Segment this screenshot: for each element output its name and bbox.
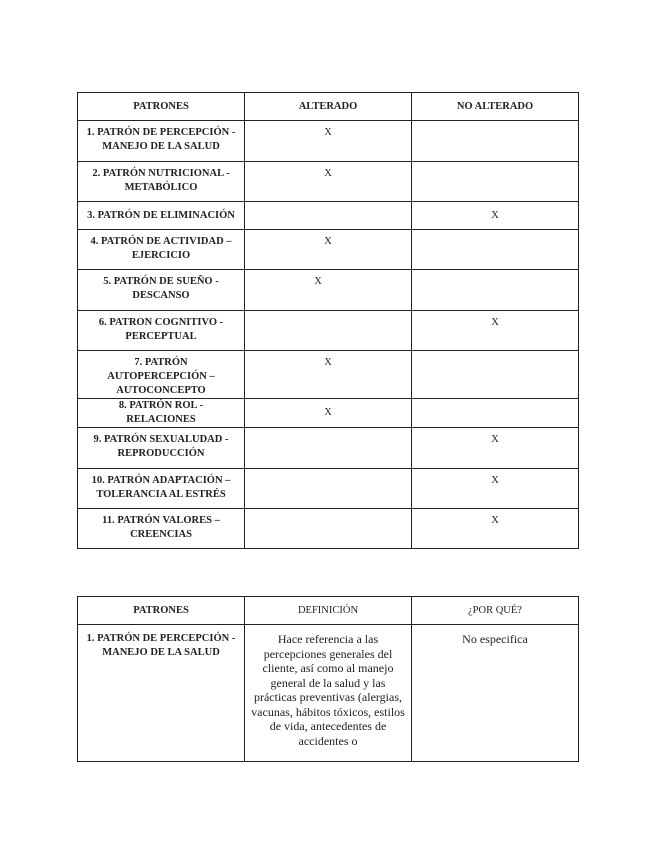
table-row	[78, 121, 579, 162]
altered-mark: X	[245, 351, 412, 399]
table-row	[78, 399, 579, 428]
not-altered-mark	[412, 270, 579, 311]
altered-mark: X	[245, 399, 412, 428]
not-altered-mark: X	[412, 311, 579, 351]
not-altered-mark	[412, 351, 579, 399]
definition-text: Hace referencia a las percepciones generales del cliente, así como al manejo general de la salud y las prácticas preventivas (alergias, vacunas, hábitos tóxicos, estilos de vida, antecedentes de accidentes o	[245, 625, 412, 762]
patterns-definition-table	[77, 596, 579, 762]
table-row	[78, 202, 579, 230]
altered-mark	[245, 311, 412, 351]
header-not-altered: NO ALTERADO	[412, 93, 579, 121]
header-row	[78, 93, 579, 121]
header-why: ¿POR QUÉ?	[412, 597, 579, 625]
pattern-name: 6. PATRON COGNITIVO - PERCEPTUAL	[78, 311, 245, 351]
altered-mark: X	[245, 162, 412, 202]
not-altered-mark: X	[412, 469, 579, 509]
why-text: No especifica	[412, 625, 579, 762]
header-patterns: PATRONES	[78, 597, 245, 625]
not-altered-mark: X	[412, 202, 579, 230]
not-altered-mark	[412, 121, 579, 162]
not-altered-mark: X	[412, 428, 579, 469]
pattern-name: 9. PATRÓN SEXUALUDAD - REPRODUCCIÓN	[78, 428, 245, 469]
pattern-name: 2. PATRÓN NUTRICIONAL - METABÓLICO	[78, 162, 245, 202]
table-row	[78, 625, 579, 762]
altered-mark-text: X	[314, 276, 322, 287]
altered-mark	[245, 469, 412, 509]
altered-mark	[245, 270, 412, 311]
not-altered-mark	[412, 230, 579, 270]
patterns-assessment-table	[77, 92, 579, 549]
table-row	[78, 230, 579, 270]
header-altered: ALTERADO	[245, 93, 412, 121]
pattern-name: 11. PATRÓN VALORES – CREENCIAS	[78, 509, 245, 549]
header-definition: DEFINICIÓN	[245, 597, 412, 625]
header-patterns: PATRONES	[78, 93, 245, 121]
pattern-name: 8. PATRÓN ROL - RELACIONES	[78, 399, 245, 428]
altered-mark	[245, 202, 412, 230]
pattern-name: 7. PATRÓN AUTOPERCEPCIÓN – AUTOCONCEPTO	[78, 351, 245, 399]
altered-mark	[245, 428, 412, 469]
pattern-name: 5. PATRÓN DE SUEÑO - DESCANSO	[78, 270, 245, 311]
pattern-name: 3. PATRÓN DE ELIMINACIÓN	[78, 202, 245, 230]
not-altered-mark: X	[412, 509, 579, 549]
not-altered-mark	[412, 399, 579, 428]
table-row	[78, 162, 579, 202]
pattern-name: 4. PATRÓN DE ACTIVIDAD – EJERCICIO	[78, 230, 245, 270]
table-row	[78, 311, 579, 351]
pattern-name: 1. PATRÓN DE PERCEPCIÓN - MANEJO DE LA SALUD	[78, 625, 245, 762]
altered-mark: X	[245, 230, 412, 270]
table-row	[78, 270, 579, 311]
header-row	[78, 597, 579, 625]
altered-mark	[245, 509, 412, 549]
altered-mark: X	[245, 121, 412, 162]
table-row	[78, 469, 579, 509]
pattern-name: 1. PATRÓN DE PERCEPCIÓN - MANEJO DE LA SALUD	[78, 121, 245, 162]
not-altered-mark	[412, 162, 579, 202]
table-row	[78, 351, 579, 399]
pattern-name: 10. PATRÓN ADAPTACIÓN – TOLERANCIA AL ESTRÉS	[78, 469, 245, 509]
table-row	[78, 509, 579, 549]
table-row	[78, 428, 579, 469]
